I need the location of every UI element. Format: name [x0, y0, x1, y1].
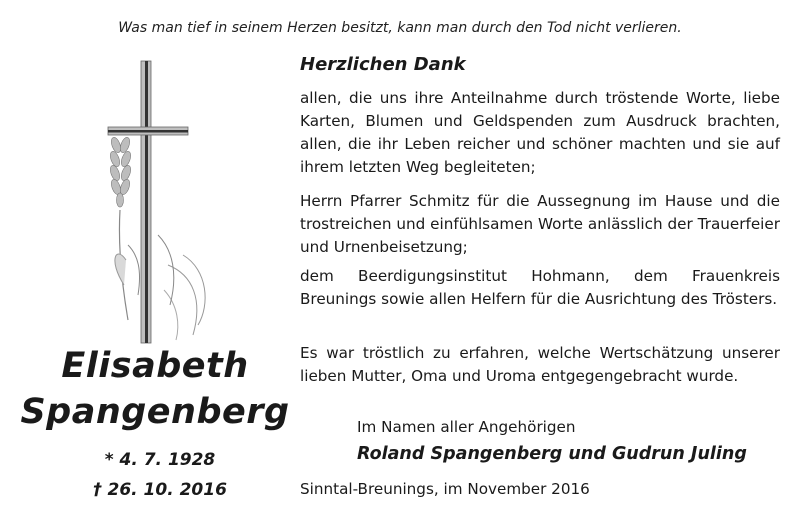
deceased-first-name: Elisabeth — [61, 346, 249, 386]
paragraph-thanks: allen, die uns ihre Anteilnahme durch tröstende Worte, liebe Karten, Blumen und Geldspenden zum Ausdruck brachten, allen, die ihr Leben reicher und schöner machten und sie auf ihrem letzten Weg begleiteten; — [300, 89, 780, 176]
paragraph-pastor: Herrn Pfarrer Schmitz für die Aussegnung im Hause und die trostreichen und einfühlsamen Worte anlässlich der Trauerfeier und Urnenbeisetzung; — [300, 192, 780, 256]
birth-date: * 4. 7. 1928 — [104, 450, 216, 470]
paragraph-undertaker: dem Beerdigungsinstitut Hohmann, dem Frauenkreis Breunings sowie allen Helfern für die Ausrichtung des Trösters. — [300, 267, 780, 308]
cross-with-wheat-icon — [98, 55, 218, 345]
closing-line: Im Namen aller Angehörigen — [357, 418, 576, 436]
signers: Roland Spangenberg und Gudrun Juling — [357, 444, 747, 464]
paragraph-appreciation: Es war tröstlich zu erfahren, welche Wertschätzung unserer lieben Mutter, Oma und Uroma entgegengebracht wurde. — [300, 344, 780, 385]
death-date: † 26. 10. 2016 — [93, 480, 227, 500]
deceased-last-name: Spangenberg — [20, 392, 290, 432]
notice-heading: Herzlichen Dank — [300, 54, 466, 75]
motto: Was man tief in seinem Herzen besitzt, kann man durch den Tod nicht verlieren. — [118, 20, 682, 36]
place-date: Sinntal-Breunings, im November 2016 — [300, 480, 590, 498]
